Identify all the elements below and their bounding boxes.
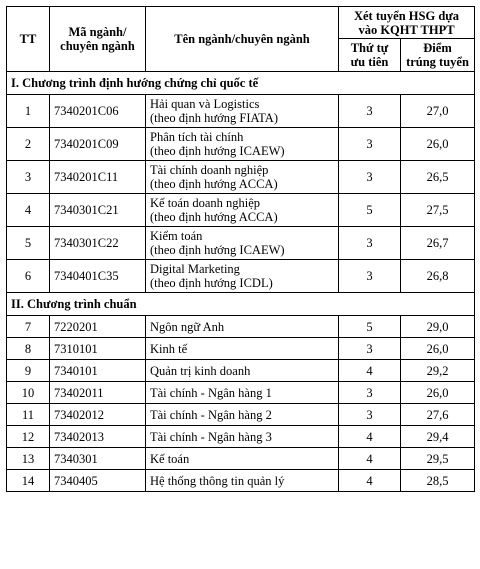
- program-name-line: Digital Marketing: [150, 262, 240, 276]
- row-number: 7: [7, 316, 50, 338]
- row-number: 12: [7, 426, 50, 448]
- table-row: [7, 95, 475, 128]
- header-group: Xét tuyển HSG dựa vào KQHT THPT: [339, 7, 475, 39]
- priority-value: 3: [339, 161, 401, 194]
- priority-value: 4: [339, 470, 401, 492]
- priority-value: 3: [339, 95, 401, 128]
- program-name-line: Kế toán: [150, 451, 190, 466]
- program-code: 7340301: [50, 448, 146, 470]
- program-name-line: (theo định hướng ACCA): [150, 177, 278, 191]
- priority-value: 3: [339, 128, 401, 161]
- program-code: 7340301C21: [50, 194, 146, 227]
- header-name: Tên ngành/chuyên ngành: [146, 7, 339, 72]
- table-row: [7, 161, 475, 194]
- score-value: 26,8: [401, 260, 475, 293]
- program-code: 7340405: [50, 470, 146, 492]
- priority-value: 5: [339, 316, 401, 338]
- score-value: 26,5: [401, 161, 475, 194]
- score-value: 29,5: [401, 448, 475, 470]
- section-title: I. Chương trình định hướng chứng chỉ quốc tế: [7, 72, 475, 95]
- section-row: [7, 293, 475, 316]
- table-body: [7, 72, 475, 492]
- table-row: [7, 470, 475, 492]
- row-number: 2: [7, 128, 50, 161]
- program-name: [146, 194, 339, 227]
- program-name: [146, 338, 339, 360]
- header-score: Điểm trúng tuyển: [401, 39, 475, 72]
- program-name: [146, 128, 339, 161]
- table-row: [7, 426, 475, 448]
- program-name-line: Tài chính doanh nghiệp: [150, 163, 269, 177]
- score-value: 27,5: [401, 194, 475, 227]
- row-number: 5: [7, 227, 50, 260]
- program-name: [146, 426, 339, 448]
- program-code: 7340101: [50, 360, 146, 382]
- program-name: [146, 161, 339, 194]
- program-name: [146, 260, 339, 293]
- score-value: 28,5: [401, 470, 475, 492]
- program-code: 7340201C09: [50, 128, 146, 161]
- priority-value: 3: [339, 404, 401, 426]
- row-number: 10: [7, 382, 50, 404]
- score-value: 26,7: [401, 227, 475, 260]
- table-row: [7, 260, 475, 293]
- row-number: 14: [7, 470, 50, 492]
- score-value: 26,0: [401, 128, 475, 161]
- program-name-line: (theo định hướng ICAEW): [150, 144, 285, 158]
- table-row: [7, 128, 475, 161]
- table-row: [7, 316, 475, 338]
- program-name: [146, 95, 339, 128]
- score-value: 26,0: [401, 338, 475, 360]
- program-name-line: Tài chính - Ngân hàng 1: [150, 385, 272, 400]
- row-number: 4: [7, 194, 50, 227]
- program-code: 7220201: [50, 316, 146, 338]
- score-value: 29,0: [401, 316, 475, 338]
- program-code: 7340401C35: [50, 260, 146, 293]
- program-name-line: Quản trị kinh doanh: [150, 363, 251, 378]
- row-number: 8: [7, 338, 50, 360]
- table-row: [7, 448, 475, 470]
- program-name-line: (theo định hướng ACCA): [150, 210, 278, 224]
- program-code: 7340301C22: [50, 227, 146, 260]
- program-name-line: Tài chính - Ngân hàng 3: [150, 429, 272, 444]
- priority-value: 3: [339, 260, 401, 293]
- header-priority: Thứ tự ưu tiên: [339, 39, 401, 72]
- program-name-line: (theo định hướng FIATA): [150, 111, 278, 125]
- program-code: 7310101: [50, 338, 146, 360]
- score-value: 29,2: [401, 360, 475, 382]
- program-name: [146, 360, 339, 382]
- priority-value: 3: [339, 338, 401, 360]
- table-row: [7, 227, 475, 260]
- program-name: [146, 404, 339, 426]
- table-row: [7, 360, 475, 382]
- admission-score-table: [6, 6, 475, 492]
- program-name-line: Hệ thống thông tin quản lý: [150, 473, 285, 488]
- program-name-line: Tài chính - Ngân hàng 2: [150, 407, 272, 422]
- program-code: 7340201C11: [50, 161, 146, 194]
- table-row: [7, 404, 475, 426]
- program-name: [146, 316, 339, 338]
- row-number: 3: [7, 161, 50, 194]
- table-row: [7, 194, 475, 227]
- program-name: [146, 382, 339, 404]
- priority-value: 3: [339, 382, 401, 404]
- program-name: [146, 227, 339, 260]
- table-row: [7, 382, 475, 404]
- score-value: 27,0: [401, 95, 475, 128]
- header-tt: TT: [7, 7, 50, 72]
- priority-value: 4: [339, 360, 401, 382]
- header-code: Mã ngành/ chuyên ngành: [50, 7, 146, 72]
- program-code: 73402013: [50, 426, 146, 448]
- row-number: 9: [7, 360, 50, 382]
- row-number: 13: [7, 448, 50, 470]
- program-name-line: (theo định hướng ICDL): [150, 276, 273, 290]
- priority-value: 4: [339, 426, 401, 448]
- program-code: 73402012: [50, 404, 146, 426]
- priority-value: 5: [339, 194, 401, 227]
- row-number: 11: [7, 404, 50, 426]
- program-name-line: Ngôn ngữ Anh: [150, 319, 225, 334]
- row-number: 6: [7, 260, 50, 293]
- section-row: [7, 72, 475, 95]
- row-number: 1: [7, 95, 50, 128]
- program-name-line: (theo định hướng ICAEW): [150, 243, 285, 257]
- program-name-line: Kinh tế: [150, 341, 188, 356]
- program-code: 73402011: [50, 382, 146, 404]
- program-code: 7340201C06: [50, 95, 146, 128]
- program-name: [146, 448, 339, 470]
- table-row: [7, 338, 475, 360]
- program-name-line: Hải quan và Logistics: [150, 97, 260, 111]
- score-value: 27,6: [401, 404, 475, 426]
- admission-table-container: [6, 6, 475, 492]
- program-name-line: Kế toán doanh nghiệp: [150, 196, 261, 210]
- score-value: 29,4: [401, 426, 475, 448]
- priority-value: 4: [339, 448, 401, 470]
- priority-value: 3: [339, 227, 401, 260]
- program-name: [146, 470, 339, 492]
- program-name-line: Phân tích tài chính: [150, 130, 244, 144]
- score-value: 26,0: [401, 382, 475, 404]
- program-name-line: Kiểm toán: [150, 229, 203, 243]
- section-title: II. Chương trình chuẩn: [7, 293, 475, 316]
